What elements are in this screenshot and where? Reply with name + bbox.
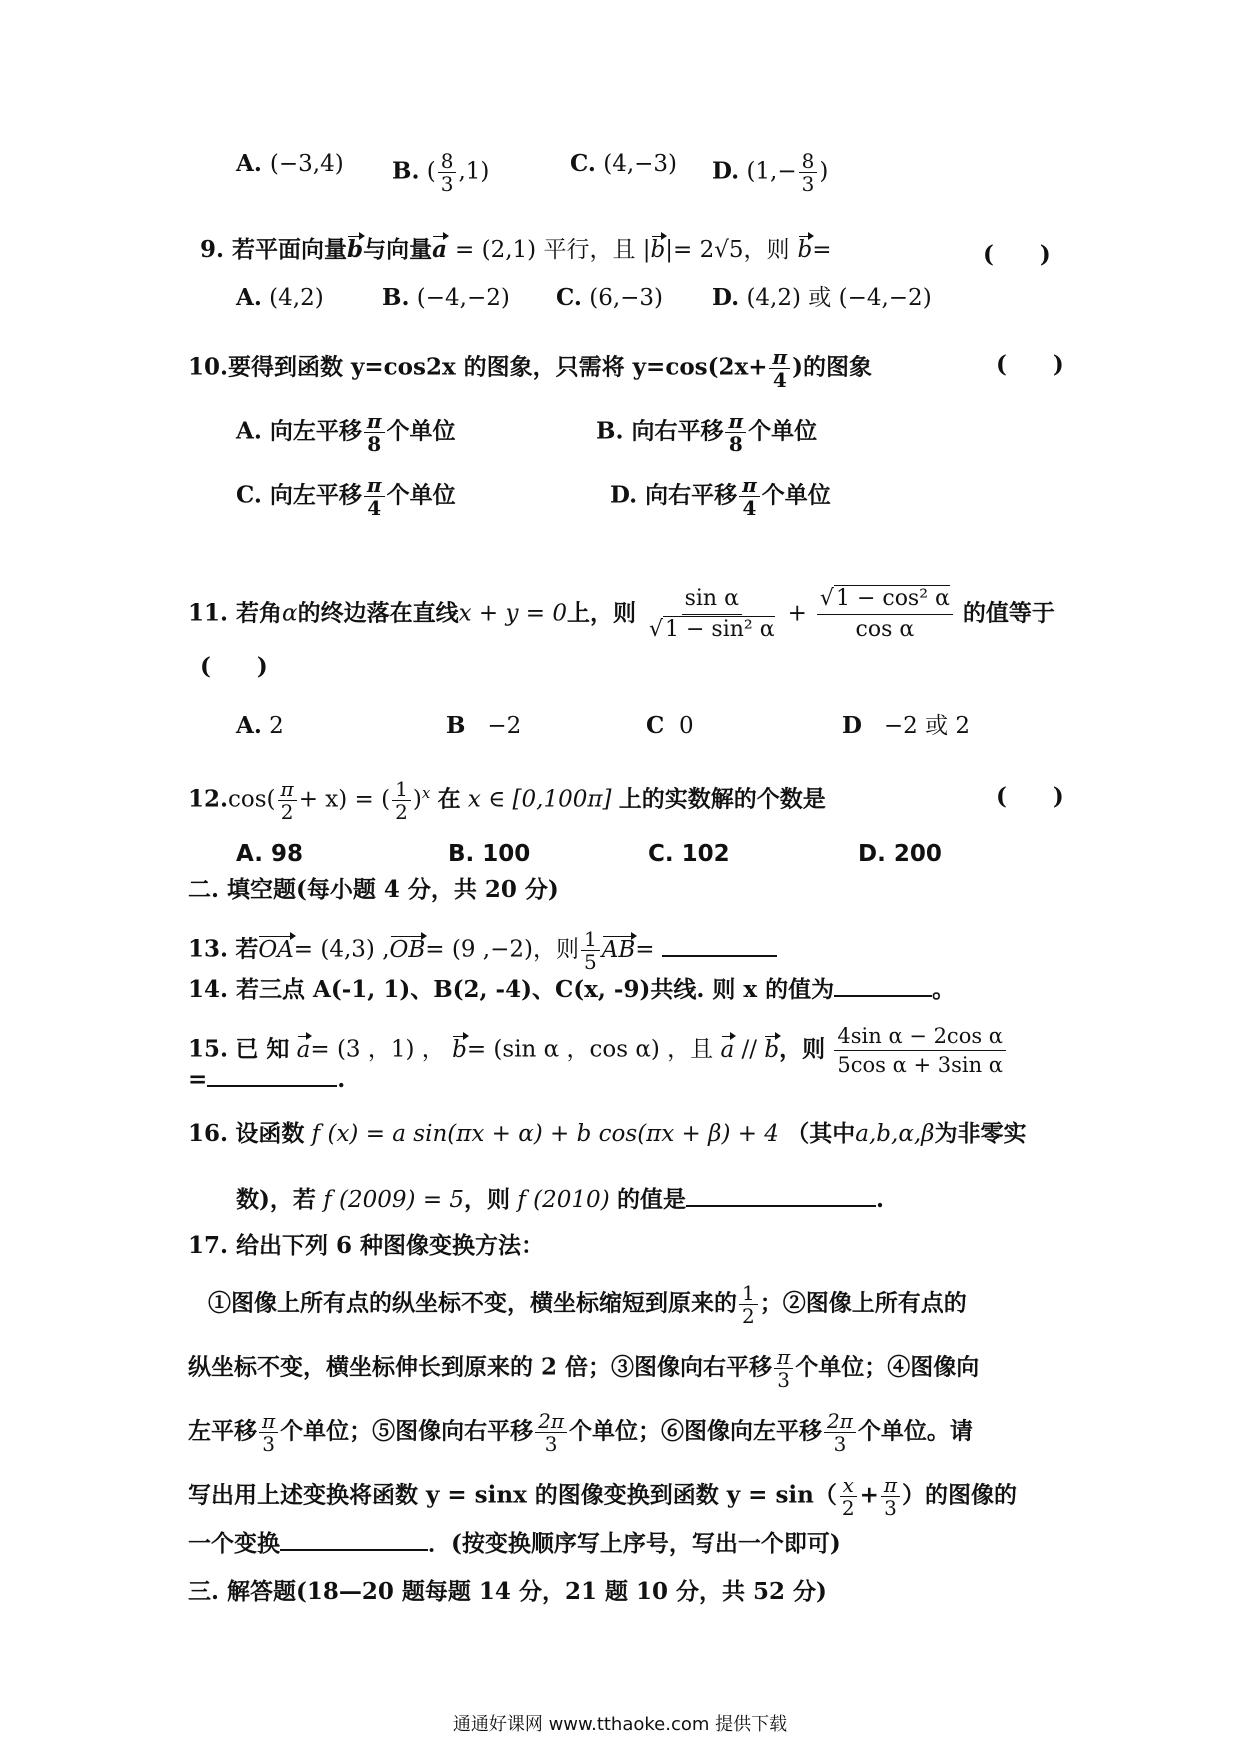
q8-options bbox=[236, 150, 344, 178]
q16-stem: 16. 设函数 f (x) = a sin(πx + α) + b cos(πx + β) + 4 （其中a,b,α,β为非零实 bbox=[188, 1120, 1027, 1147]
q12-option-a: A. 98 bbox=[236, 841, 303, 867]
q17-line-5: 一个变换 ．(按变换顺序写上序号，写出一个即可) bbox=[188, 1530, 841, 1557]
q17-line-3: 左平移 $\frac{\pi}{3}$ 个单位；⑤图像向右平移 $\frac{2\pi}{3}$ 个单位；⑥图像向左平移 $\frac{2\pi}{3}$ 个单位。请 bbox=[188, 1409, 973, 1456]
q11-option-b: B −2 bbox=[446, 712, 522, 739]
q17-line-1: ①图像上所有点的纵坐标不变，横坐标缩短到原来的 $\frac{1}{2}$ ；②图像上所有点的 bbox=[208, 1281, 967, 1328]
q17-answer-blank[interactable] bbox=[280, 1549, 428, 1551]
q17-line-2: 纵坐标不变，横坐标伸长到原来的 2 倍；③图像向右平移 $\frac{\pi}{3}$ 个单位；④图像向 bbox=[188, 1345, 980, 1392]
q12-answer-paren: ( ) bbox=[996, 783, 1064, 810]
q8-option-b: B. ( $\frac{8}{3}$ ,1) bbox=[392, 149, 490, 196]
q15-fraction: $\frac{\text{4sin α − 2cos α}}{\text{5cos α + 3sin α}}$ bbox=[834, 1022, 1006, 1079]
q14-stem: 14. 若三点 A(-1, 1)、B(2, -4)、C(x, -9)共线. 则 x 的值为 。 bbox=[188, 976, 956, 1003]
q17-line-4: 写出用上述变换将函数 y = sinx 的图像变换到函数 y = sin（ $\frac{x}{2}$ + $\frac{\pi}{3}$ ）的图像的 bbox=[188, 1473, 1018, 1520]
q13-stem: 13. 若OA= (4,3) ,OB= (9 ,−2)，则 $\frac{1}{5}$ AB= bbox=[188, 928, 777, 973]
q9-option-c: C. (6,−3) bbox=[556, 284, 664, 311]
q9-option-d: D. (4,2) 或 (−4,−2) bbox=[712, 284, 932, 311]
q13-answer-blank[interactable] bbox=[662, 955, 777, 957]
q16-stem-2: 数)，若 f (2009) = 5，则 f (2010) 的值是 . bbox=[236, 1186, 884, 1213]
q11-option-d: D −2 或 2 bbox=[842, 712, 971, 739]
q12-option-c: C. 102 bbox=[648, 841, 730, 867]
q9-option-b: B. (−4,−2) bbox=[382, 284, 510, 311]
q16-answer-blank[interactable] bbox=[686, 1205, 876, 1207]
q8-option-a: (−3,4) bbox=[269, 151, 344, 177]
q11-fraction-2: $\frac{\text{√1 − cos² α}}{\text{cos α}}$ bbox=[817, 584, 953, 645]
q10-option-b: B. 向右平移 $\frac{\pi}{8}$ 个单位 bbox=[596, 409, 818, 456]
q9-answer-paren: ( ) bbox=[983, 241, 1051, 268]
page-footer: 通通好课网 www.tthaoke.com 提供下载 bbox=[452, 1714, 788, 1735]
q10-stem: 10.要得到函数 y=cos2x 的图象，只需将 y=cos(2x+ $\frac{\pi}{4}$ )的图象 bbox=[188, 345, 873, 392]
q9-stem: 9. 若平面向量b与向量a = (2,1) 平行，且 |b|= 2√5，则 b= bbox=[200, 236, 832, 263]
q15-answer-blank[interactable] bbox=[207, 1085, 337, 1087]
q10-option-d: D. 向右平移 $\frac{\pi}{4}$ 个单位 bbox=[610, 473, 831, 520]
q12-option-b: B. 100 bbox=[448, 841, 531, 867]
q10-answer-paren: ( ) bbox=[996, 351, 1064, 378]
q12-option-d: D. 200 bbox=[858, 841, 942, 867]
q11-fraction-1: $\frac{\text{sin α}}{\text{√1 − sin² α}}$ bbox=[648, 586, 775, 642]
q12-stem: 12.cos( $\frac{\pi}{2}$ + x) = ( $\frac{1}{2}$ )$^x$ 在 x ∈ [0,100π] 上的实数解的个数是 bbox=[188, 777, 826, 824]
q15-stem: 15. 已 知 a= (3 ，1) ， b= (sin α ，cos α) ，且 a // b，则 $\frac{\text{4sin α − 2cos α}}{\text{5cos α + 3sin α}}$ bbox=[188, 1022, 1008, 1079]
q15-answer-line: = . bbox=[188, 1066, 346, 1093]
q9-option-a: A. (4,2) bbox=[236, 284, 324, 311]
section-3-heading: 三. 解答题(18—20 题每题 14 分，21 题 10 分，共 52 分) bbox=[188, 1578, 827, 1605]
q8-option-d: D. (1,− $\frac{8}{3}$ ) bbox=[712, 149, 829, 196]
q17-stem: 17. 给出下列 6 种图像变换方法： bbox=[188, 1232, 545, 1259]
q11-stem: 11. 若角α的终边落在直线x + y = 0上，则 $\frac{\text{sin α}}{\text{√1 − sin² α}}$ + $\frac{\text{√1 − cos² α}}{\text{cos α}}$ 的值等于 bbox=[188, 584, 1055, 645]
section-2-heading: 二. 填空题(每小题 4 分，共 20 分) bbox=[188, 876, 559, 903]
q14-answer-blank[interactable] bbox=[834, 995, 932, 997]
q11-option-c: C 0 bbox=[646, 712, 694, 739]
q8-option-a-label: A. bbox=[236, 150, 262, 177]
q11-option-a: A. 2 bbox=[236, 712, 284, 739]
q11-answer-paren: ( ) bbox=[200, 653, 268, 680]
q10-option-a: A. 向左平移 $\frac{\pi}{8}$ 个单位 bbox=[236, 409, 456, 456]
q10-option-c: C. 向左平移 $\frac{\pi}{4}$ 个单位 bbox=[236, 473, 456, 520]
q8-option-c: C. (4,−3) bbox=[570, 150, 678, 177]
